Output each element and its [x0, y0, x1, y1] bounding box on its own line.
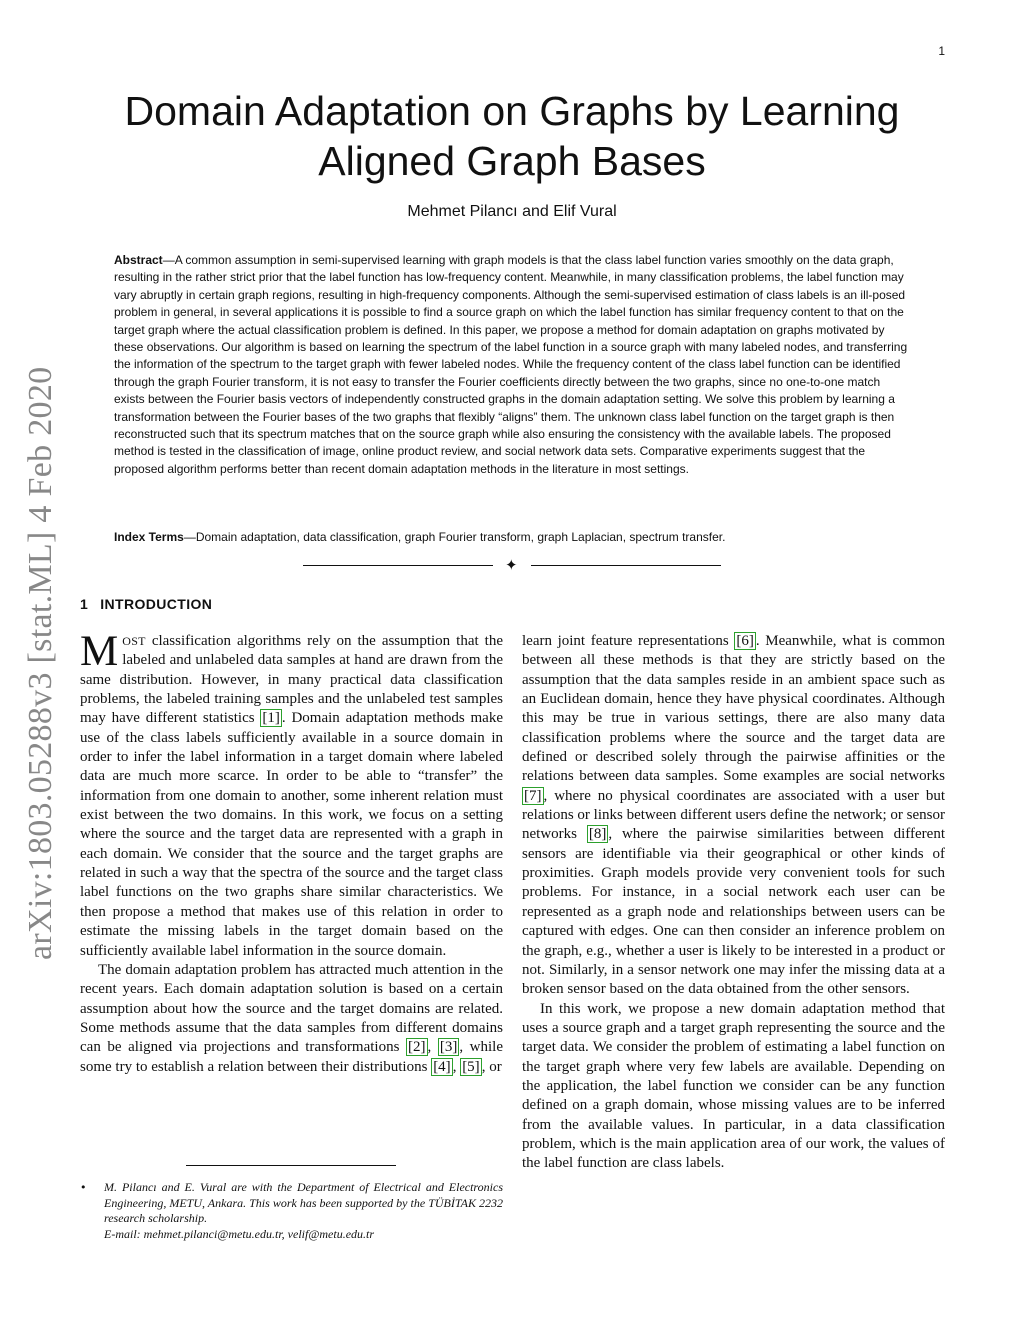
citation-link[interactable]: [6]: [736, 633, 754, 649]
paragraph-text: . Meanwhile, what is common between all these methods is that they are strictly based on the assumption that the data samples reside in an ambient space such as an Euclidean domain, hence they have physical coordinates. Although this may be true in various settings, there are also many data classification problems where the source and the target data are defined or described solely through the pairwise affinities or the relations between data samples. Some examples are social networks: [522, 633, 945, 785]
bullet-icon: •: [80, 1181, 87, 1194]
author-footnote: [80, 1180, 503, 1242]
intro-paragraph-2: [80, 961, 503, 1077]
paragraph-text: , or: [481, 1058, 502, 1075]
abstract-text: —A common assumption in semi-supervised learning with graph models is that the class label function varies smoothly on the data graph, resulting in the rather strict prior that the label function has low-frequency content. Meanwhile, in many classification problems, the label function may vary abruptly in certain graph regions, resulting in high-frequency components. Although the semi-supervised estimation of class labels is an ill-posed problem in general, in several applications it is possible to find a source graph on which the label function has similar frequency content to that on the target graph where the actual classification problem is defined. In this paper, we propose a method for domain adaptation on graphs motivated by these observations. Our algorithm is based on learning the spectrum of the label function in a source graph with many labeled nodes, and transferring the information of the spectrum to the target graph with fewer labeled nodes. While the frequency content of the class label function can be identified through the graph Fourier transform, it is not easy to transfer the Fourier coefficients directly between the two graphs, since no one-to-one match exists between the Fourier basis vectors of independently constructed graphs in the domain adaptation setting. We solve this problem by learning a transformation between the Fourier bases of the two graphs that flexibly “aligns” them. The unknown class label function on the target graph is then reconstructed such that its spectrum matches that on the source graph while also ensuring the consistency with the available labels. The proposed method is tested in the classification of image, online product review, and social network data sets. Comparative experiments suggest that the proposed algorithm performs better than recent domain adaptation methods in the literature in most settings.: [114, 253, 908, 476]
divider-rule-left: [303, 565, 493, 566]
citation-link[interactable]: [1]: [262, 710, 280, 727]
divider-rule-right: [531, 565, 721, 566]
footnote-rule: [186, 1165, 396, 1166]
section-divider: [303, 556, 723, 576]
right-column: [522, 632, 945, 1174]
index-terms: [114, 530, 914, 544]
separator-text: ,: [427, 1039, 438, 1056]
citation-link[interactable]: [4]: [433, 1058, 451, 1075]
page-number: 1: [938, 44, 945, 58]
section-title: INTRODUCTION: [100, 596, 213, 612]
paragraph-text: The domain adaptation problem has attracted much attention in the recent years. Each domain adaptation solution is based on a certain assumption about how the source and the target domains are related. Some methods assume that the data samples from different domains can be aligned via projections and transformations: [80, 961, 503, 1056]
paragraph-text: classification algorithms rely on the assumption that the labeled and unlabeled data samples at hand are drawn from the same distribution. However, in many practical data classification problems, the labeled training samples and the unlabeled test samples may have different statistics: [80, 633, 503, 727]
index-terms-text: —Domain adaptation, data classification, graph Fourier transform, graph Laplacian, spectrum transfer.: [183, 530, 726, 544]
paragraph-text: , while some try to establish a relation between their distributions: [80, 1039, 504, 1075]
section-heading: [80, 596, 212, 612]
paragraph-text: , where the pairwise similarities between different sensors are identifiable via their geographical or other kinds of proximities. Graph models provide very convenient tools for such problems. For instance, in a social network each user can be represented as a graph node and relationships between users can be captured with edges. One can then consider an inference problem on the graph, e.g., whether a user is likely to be interested in a product or not. Similarly, in a sensor network one may infer the missing data at a broken sensor based on the data obtained from the other sensors.: [522, 826, 945, 998]
paragraph-text: . Domain adaptation methods make use of the class labels sufficiently available in a source domain in order to infer the label information in a target domain where labeled data are much more scarce. In order to be able to “transfer” the information from one domain to another, some inherent relation must exist between the two domains. In this work, we focus on a setting where the source and the target data are represented with a graph in each domain. We consider that the source and the target graphs are related in such a way that the spectra of the source and the target class label functions on the two graphs share similar characteristics. We then propose a method that makes use of this relation in order to estimate the missing labels in the target domain based on the sufficiently available label information in the source domain.: [80, 710, 503, 959]
footnote-affiliation: M. Pilancı and E. Vural are with the Department of Electrical and Electronics Engineering, METU, Ankara. This work has been supported by the TÜBİTAK 2232 research scholarship.: [104, 1180, 503, 1225]
small-caps-lead: OST: [122, 634, 146, 648]
arxiv-stamp: arXiv:1803.05288v3 [stat.ML] 4 Feb 2020: [22, 366, 59, 960]
citation-link[interactable]: [5]: [462, 1058, 480, 1075]
left-column: [80, 628, 504, 1077]
citation-link[interactable]: [2]: [408, 1039, 426, 1056]
citation-link[interactable]: [8]: [588, 826, 607, 843]
footnote-email: E-mail: mehmet.pilanci@metu.edu.tr, velif@metu.edu.tr: [104, 1226, 375, 1241]
intro-paragraph-1: [80, 628, 503, 961]
paragraph-text: , where no physical coordinates are associated with a user but relations or links between different users define the network; or sensor networks: [522, 787, 945, 843]
authors: Mehmet Pilancı and Elif Vural: [407, 203, 617, 220]
paragraph-text: learn joint feature representations: [522, 633, 735, 649]
abstract-label: Abstract: [114, 253, 163, 267]
paper-title: Domain Adaptation on Graphs by Learning Aligned Graph Bases: [124, 88, 900, 184]
intro-paragraph-4: In this work, we propose a new domain adaptation method that uses a source graph and a target graph representing the source and the target data. We consider the problem of estimating a label function on the target graph where very few labels are available. Depending on the application, the label function we consider can be any function defined on a graph domain, whose missing values are to be inferred from the available values. In particular, in a data classification problem, which is the main application area of our work, the values of the label function are class labels.: [522, 1000, 945, 1172]
section-number: 1: [80, 596, 89, 612]
citation-link[interactable]: [7]: [524, 787, 542, 804]
diamond-icon: ✦: [505, 556, 518, 574]
drop-cap: M: [80, 628, 119, 675]
separator-text: ,: [452, 1058, 461, 1075]
index-terms-label: Index Terms: [114, 530, 184, 544]
citation-link[interactable]: [3]: [439, 1039, 458, 1056]
abstract: [114, 252, 914, 478]
intro-paragraph-3: [522, 632, 945, 1000]
